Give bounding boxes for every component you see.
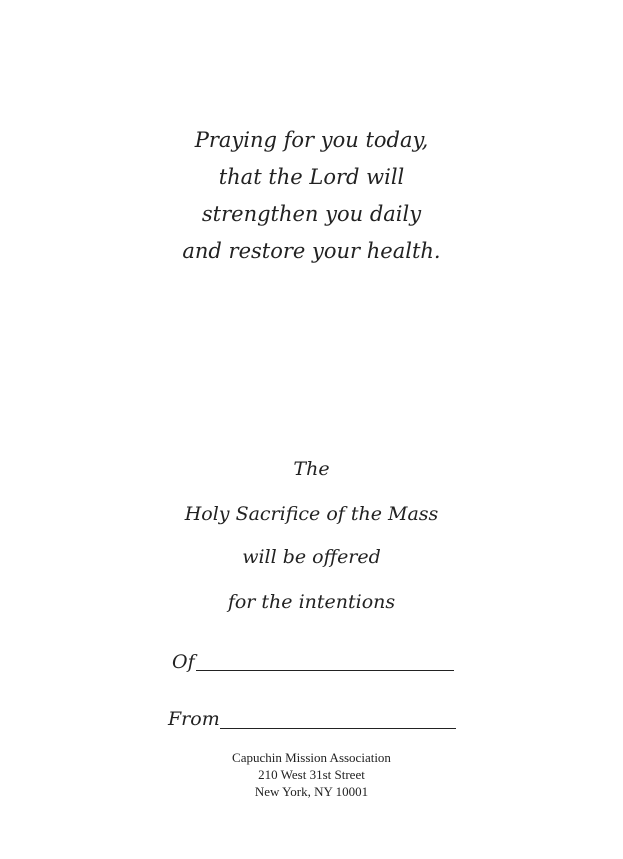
address-city: New York, NY 10001 bbox=[254, 784, 369, 799]
address-street: 210 West 31st Street bbox=[258, 767, 365, 782]
from-blank-line[interactable] bbox=[220, 728, 456, 729]
address-organization: Capuchin Mission Association bbox=[232, 750, 391, 765]
prayer-verse bbox=[0, 122, 623, 270]
mass-line-holy-sacrifice: Holy Sacrifice of the Mass bbox=[184, 503, 439, 525]
mailing-address bbox=[0, 749, 623, 800]
verse-line: strengthen you daily bbox=[201, 202, 422, 226]
verse-line: and restore your health. bbox=[182, 239, 441, 263]
of-blank-line[interactable] bbox=[196, 670, 454, 671]
of-label: Of bbox=[172, 651, 195, 673]
verse-line: that the Lord will bbox=[218, 165, 405, 189]
mass-line-the: The bbox=[293, 458, 330, 480]
mass-line-intentions: for the intentions bbox=[227, 591, 396, 613]
verse-line: Praying for you today, bbox=[194, 128, 429, 152]
mass-line-will-be-offered: will be offered bbox=[242, 546, 381, 568]
from-label: From bbox=[168, 708, 220, 730]
